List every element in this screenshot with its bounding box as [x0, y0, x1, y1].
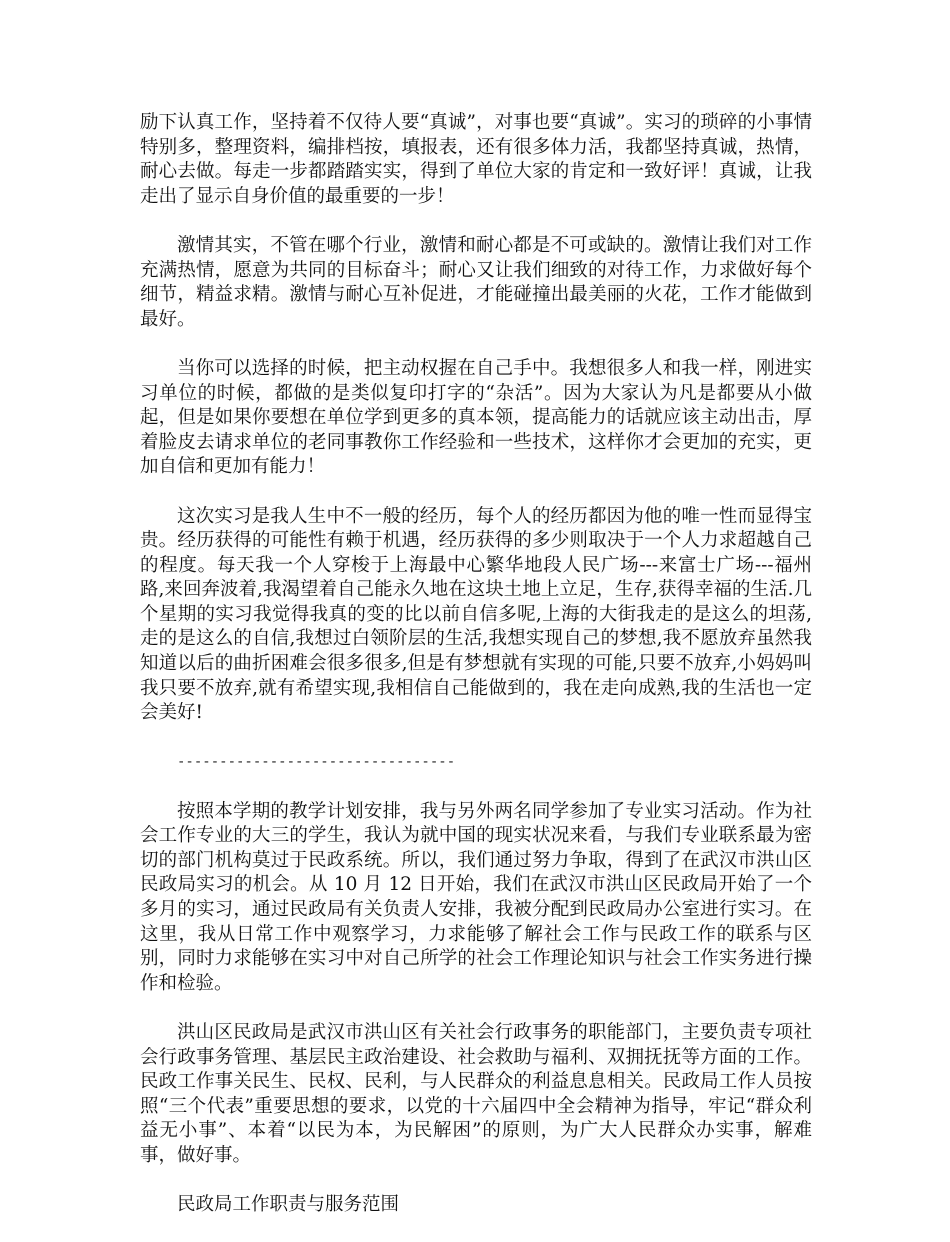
paragraph-experience: 这次实习是我人生中不一般的经历，每个人的经历都因为他的唯一性而显得宝贵。经历获得的可能性有赖于机遇，经历获得的多少则取决于一个人力求超越自己的程度。每天我一个人穿梭于上海最中心繁华地段人民广场---来富士广场---福州路,来回奔波着,我渴望着自己能永久地在这块土地上立足，生存,获得幸福的生活.几个星期的实习我觉得我真的变的比以前自信多呢,上海的大街我走的是这么的坦荡,走的是这么的自信,我想过白领阶层的生活,我想实现自己的梦想,我不愿放弃虽然我知道以后的曲折困难会很多很多,但是有梦想就有实现的可能,只要不放弃,小妈妈叫我只要不放弃,就有希望实现,我相信自己能做到的，我在走向成熟,我的生活也一定会美好!	[140, 505, 812, 724]
paragraph-civil-affairs-bureau: 洪山区民政局是武汉市洪山区有关社会行政事务的职能部门，主要负责专项社会行政事务管理、基层民主政治建设、社会救助与福利、双拥抚抚等方面的工作。民政工作事关民生、民权、民利，与人民群众的利益息息相关。民政局工作人员按照“三个代表”重要思想的要求，以党的十六届四中全会精神为指导，牢记“群众利益无小事”、本着“以民为本，为民解困”的原则，为广大人民群众办实事，解难事，做好事。	[140, 1021, 812, 1166]
section-divider: ---------------------------------	[177, 754, 456, 771]
document-page	[140, 111, 812, 1242]
paragraph-passion: 激情其实，不管在哪个行业，激情和耐心都是不可或缺的。激情让我们对工作充满热情，愿意为共同的目标奋斗；耐心又让我们细致的对待工作，力求做好每个细节，精益求精。激情与耐心互补促进，才能碰撞出最美丽的火花，工作才能做到最好。	[140, 234, 812, 330]
paragraph-initiative: 当你可以选择的时候，把主动权握在自己手中。我想很多人和我一样，刚进实习单位的时候，都做的是类似复印打字的“杂活”。因为大家认为凡是都要从小做起，但是如果你要想在单位学到更多的真本领，提高能力的话就应该主动出击，厚着脸皮去请求单位的老同事教你工作经验和一些技术，这样你才会更加的充实，更加自信和更加有能力！	[140, 357, 812, 478]
paragraph-sincerity: 励下认真工作，坚持着不仅待人要“真诚”，对事也要“真诚”。实习的琐碎的小事情特别多，整理资料，编排档按，填报表，还有很多体力活，我都坚持真诚，热情，耐心去做。每走一步都踏踏实实，得到了单位大家的肯定和一致好评！真诚，让我走出了显示自身价值的最重要的一步！	[140, 112, 812, 207]
paragraph-internship-plan: 按照本学期的教学计划安排，我与另外两名同学参加了专业实习活动。作为社会工作专业的大三的学生，我认为就中国的现实状况来看，与我们专业联系最为密切的部门机构莫过于民政系统。所以，我们通过努力争取，得到了在武汉市洪山区民政局实习的机会。从 10 月 12 日开始，我们在武汉市洪山区民政局开始了一个多月的实习，通过民政局有关负责人安排，我被分配到民政局办公室进行实习。在这里，我从日常工作中观察学习，力求能够了解社会工作与民政工作的联系与区别，同时力求能够在实习中对自己所学的社会工作理论知识与社会工作实务进行操作和检验。	[140, 800, 812, 994]
section-heading-duties: 民政局工作职责与服务范围	[177, 1194, 400, 1216]
